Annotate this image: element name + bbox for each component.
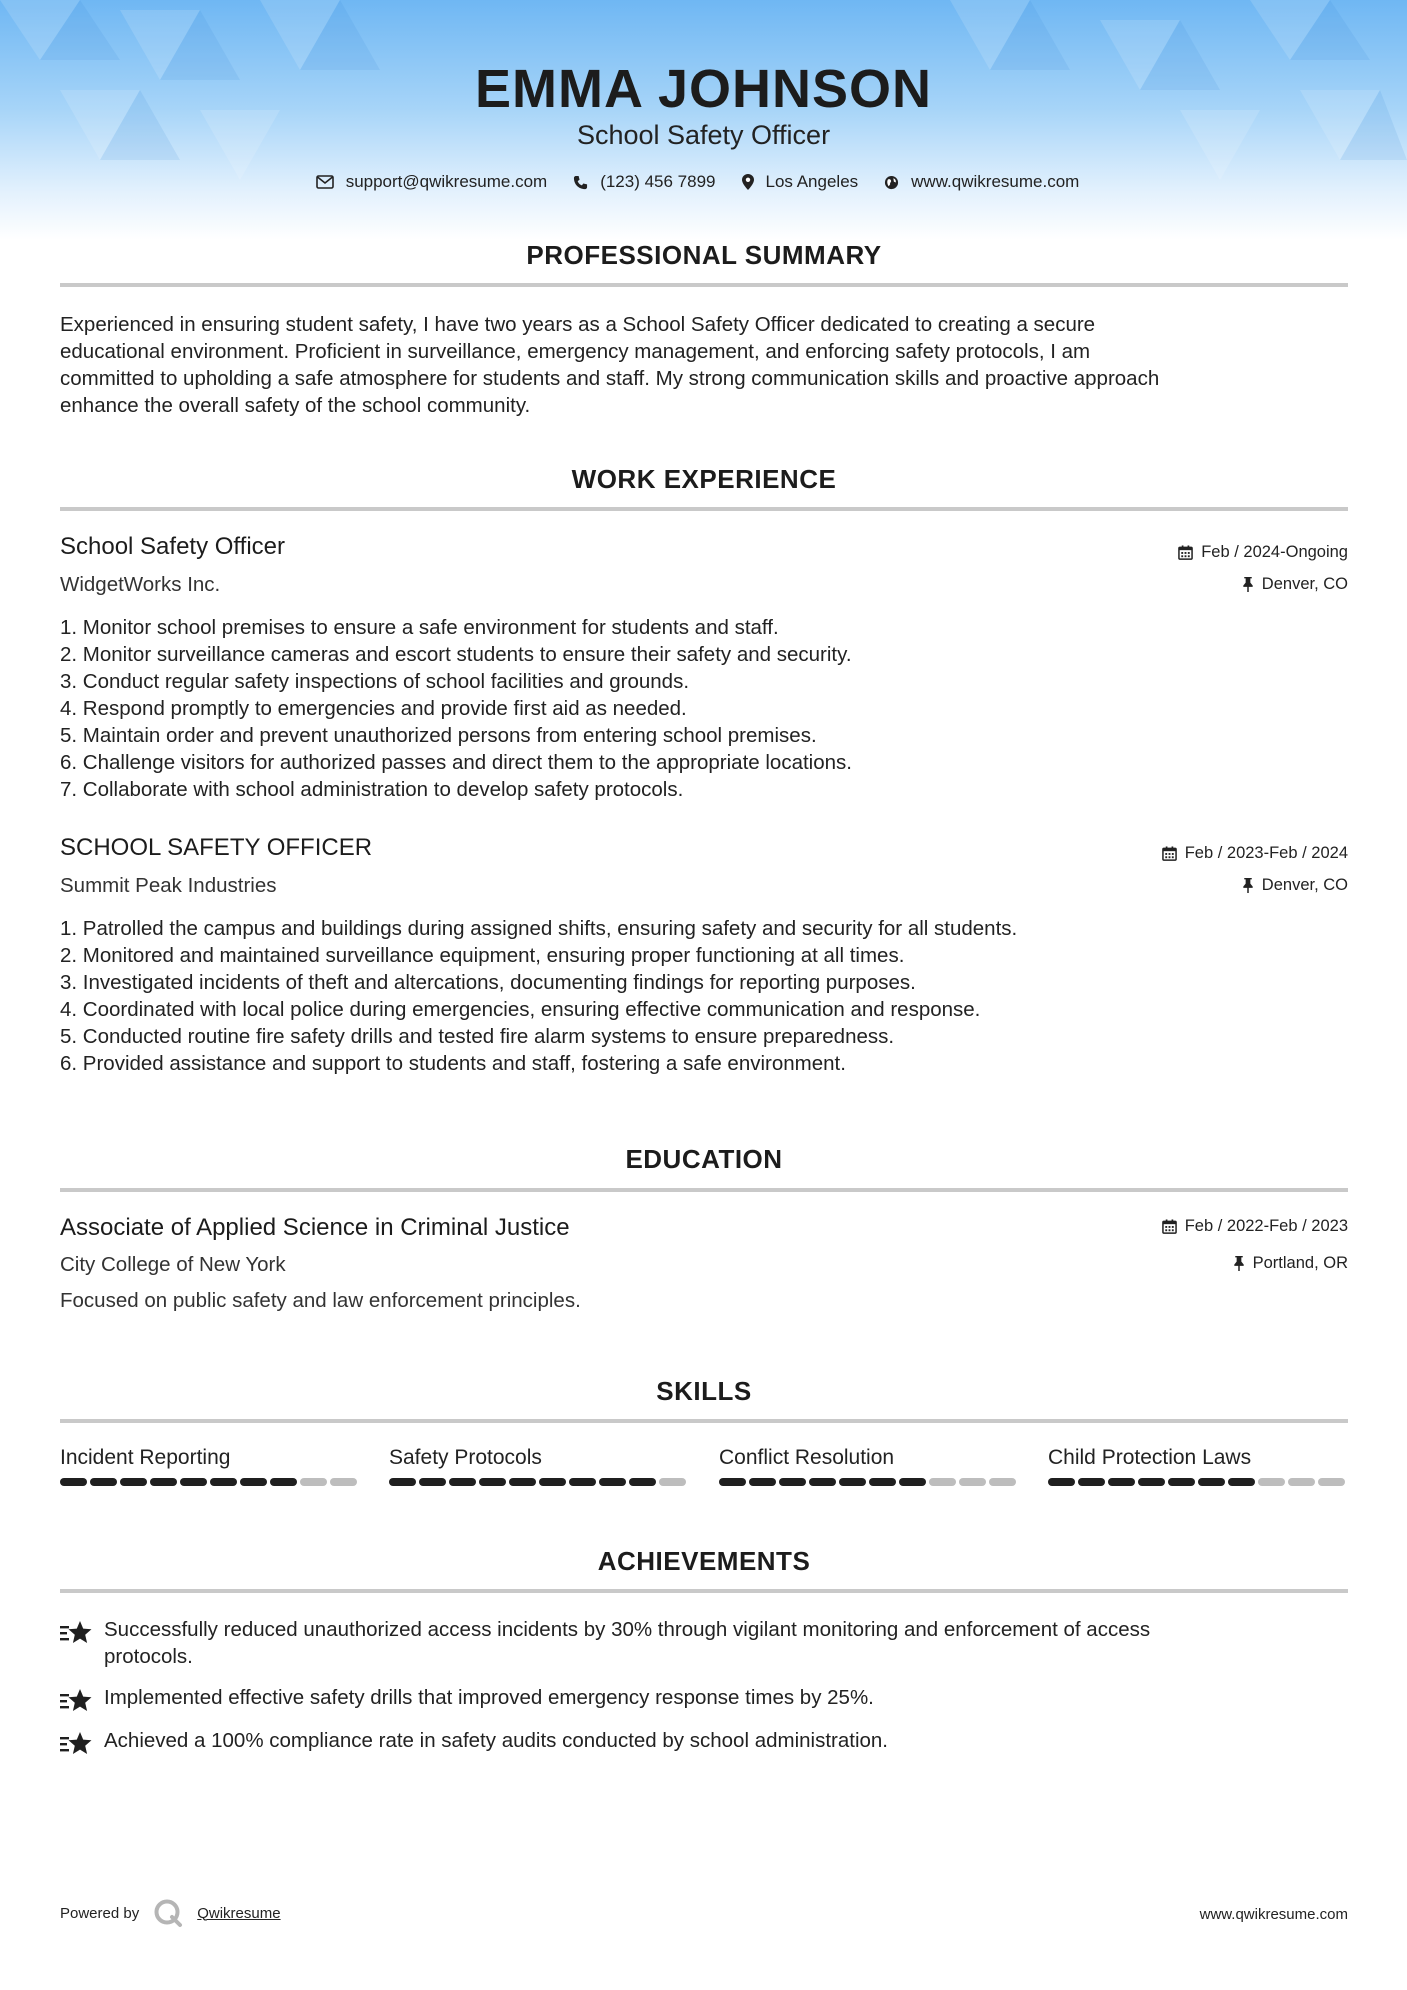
skill-segment-filled <box>389 1478 416 1486</box>
skill-segment-filled <box>869 1478 896 1486</box>
skill-segment-filled <box>569 1478 596 1486</box>
skill-rating-bar <box>719 1478 1019 1486</box>
list-item: 3. Conduct regular safety inspections of school facilities and grounds. <box>60 670 690 693</box>
list-item: 5. Maintain order and prevent unauthorized persons from entering school premises. <box>60 724 817 747</box>
skill-segment-filled <box>629 1478 656 1486</box>
skill-segment-filled <box>120 1478 147 1486</box>
job-location <box>1242 876 1348 895</box>
summary-line: committed to upholding a safe atmosphere for students and staff. My strong communication skills and proactive approach <box>60 367 1160 390</box>
skill-label: Conflict Resolution <box>719 1446 895 1469</box>
skill-segment-filled <box>1228 1478 1255 1486</box>
skill-segment-filled <box>839 1478 866 1486</box>
footer-branding <box>60 1898 281 1928</box>
skill-segment-empty <box>330 1478 357 1486</box>
skill-rating-bar <box>60 1478 360 1486</box>
school-name: City College of New York <box>60 1253 286 1276</box>
company-name: WidgetWorks Inc. <box>60 573 221 596</box>
skill-segment-filled <box>509 1478 536 1486</box>
skill-rating-bar <box>1048 1478 1348 1486</box>
list-item: 4. Respond promptly to emergencies and provide first aid as needed. <box>60 697 687 720</box>
contact-location <box>742 172 859 192</box>
calendar-icon <box>1162 846 1177 861</box>
footer-website[interactable]: www.qwikresume.com <box>1199 1906 1348 1923</box>
skill-item <box>719 1446 1019 1486</box>
education-heading: EDUCATION <box>625 1144 783 1174</box>
contact-website[interactable] <box>884 172 1079 192</box>
experience-heading: WORK EXPERIENCE <box>571 464 837 494</box>
job-dates <box>1178 543 1348 562</box>
calendar-icon <box>1162 1219 1177 1234</box>
achievement-text: protocols. <box>104 1645 193 1668</box>
skill-segment-filled <box>1078 1478 1105 1486</box>
skill-segment-filled <box>899 1478 926 1486</box>
envelope-icon <box>316 175 334 189</box>
list-item: 7. Collaborate with school administration to develop safety protocols. <box>60 778 684 801</box>
skill-segment-filled <box>1198 1478 1225 1486</box>
job-responsibilities <box>60 915 1350 1077</box>
list-item: 1. Monitor school premises to ensure a safe environment for students and staff. <box>60 616 779 639</box>
education-divider <box>60 1188 1348 1192</box>
skill-segment-filled <box>1168 1478 1195 1486</box>
contact-bar <box>0 172 1407 192</box>
candidate-role: School Safety Officer <box>576 120 831 150</box>
list-item: 2. Monitor surveillance cameras and escort students to ensure their safety and security. <box>60 643 852 666</box>
skill-segment-empty <box>1258 1478 1285 1486</box>
skill-item <box>1048 1446 1348 1486</box>
achievement-text: Successfully reduced unauthorized access incidents by 30% through vigilant monitoring and enforcement of access <box>104 1618 1151 1641</box>
globe-icon <box>884 175 899 190</box>
skill-segment-filled <box>419 1478 446 1486</box>
skill-segment-empty <box>1288 1478 1315 1486</box>
skill-segment-filled <box>1138 1478 1165 1486</box>
list-item: 6. Challenge visitors for authorized passes and direct them to the appropriate locations. <box>60 751 852 774</box>
candidate-name: EMMA JOHNSON <box>474 59 933 119</box>
achievement-item <box>60 1727 1350 1764</box>
skill-segment-filled <box>779 1478 806 1486</box>
skill-segment-filled <box>599 1478 626 1486</box>
calendar-icon <box>1178 545 1193 560</box>
skill-item <box>389 1446 689 1486</box>
skill-segment-filled <box>809 1478 836 1486</box>
achievements-heading: ACHIEVEMENTS <box>597 1546 811 1576</box>
education-dates-text: Feb / 2022-Feb / 2023 <box>1184 1217 1348 1235</box>
star-achievement-icon <box>60 1620 92 1646</box>
achievements-divider <box>60 1589 1348 1593</box>
skill-segment-empty <box>659 1478 686 1486</box>
skill-segment-filled <box>90 1478 117 1486</box>
skill-segment-empty <box>959 1478 986 1486</box>
skill-segment-filled <box>1048 1478 1075 1486</box>
education-description: Focused on public safety and law enforcement principles. <box>60 1289 581 1312</box>
star-achievement-icon <box>60 1731 92 1757</box>
summary-text <box>60 311 1350 419</box>
list-item: 6. Provided assistance and support to students and staff, fostering a safe environment. <box>60 1052 846 1075</box>
job-dates <box>1162 844 1348 863</box>
contact-phone-text: (123) 456 7899 <box>600 172 716 191</box>
skill-segment-filled <box>270 1478 297 1486</box>
company-name: Summit Peak Industries <box>60 874 277 897</box>
skill-segment-empty <box>989 1478 1016 1486</box>
skill-label: Incident Reporting <box>60 1446 231 1469</box>
qwikresume-logo-icon <box>153 1898 183 1928</box>
skill-segment-filled <box>180 1478 207 1486</box>
job-dates-text: Feb / 2023-Feb / 2024 <box>1184 844 1348 862</box>
skill-segment-filled <box>210 1478 237 1486</box>
achievement-text: Achieved a 100% compliance rate in safety audits conducted by school administration. <box>104 1729 889 1752</box>
list-item: 2. Monitored and maintained surveillance equipment, ensuring proper functioning at all times. <box>60 944 905 967</box>
skill-segment-empty <box>929 1478 956 1486</box>
list-item: 4. Coordinated with local police during emergencies, ensuring effective communication and response. <box>60 998 981 1021</box>
summary-line: Experienced in ensuring student safety, I have two years as a School Safety Officer dedicated to creating a secure <box>60 313 1096 336</box>
skill-segment-filled <box>150 1478 177 1486</box>
skill-rating-bar <box>389 1478 689 1486</box>
skill-segment-filled <box>479 1478 506 1486</box>
achievement-item <box>60 1616 1350 1670</box>
job-location-text: Denver, CO <box>1261 876 1348 894</box>
achievement-item <box>60 1684 1350 1721</box>
skill-segment-filled <box>749 1478 776 1486</box>
pushpin-icon <box>1242 577 1254 592</box>
phone-icon <box>573 175 588 190</box>
brand-link[interactable]: Qwikresume <box>197 1904 281 1922</box>
contact-email-text: support@qwikresume.com <box>345 172 548 191</box>
degree-title: Associate of Applied Science in Criminal Justice <box>60 1214 570 1241</box>
job-title: SCHOOL SAFETY OFFICER <box>60 834 373 861</box>
list-item: 5. Conducted routine fire safety drills and tested fire alarm systems to ensure preparedness. <box>60 1025 895 1048</box>
contact-email[interactable] <box>316 172 548 192</box>
experience-divider <box>60 507 1348 511</box>
achievement-text: Implemented effective safety drills that improved emergency response times by 25%. <box>104 1686 874 1709</box>
pushpin-icon <box>1233 1256 1245 1271</box>
summary-divider <box>60 283 1348 287</box>
skill-label: Safety Protocols <box>389 1446 542 1469</box>
skill-segment-filled <box>539 1478 566 1486</box>
skill-segment-filled <box>1108 1478 1135 1486</box>
map-pin-icon <box>742 174 754 190</box>
skill-label: Child Protection Laws <box>1048 1446 1252 1469</box>
contact-phone[interactable] <box>573 172 715 192</box>
skills-heading: SKILLS <box>656 1376 752 1406</box>
skill-segment-empty <box>1318 1478 1345 1486</box>
skill-segment-filled <box>449 1478 476 1486</box>
skill-segment-filled <box>719 1478 746 1486</box>
star-achievement-icon <box>60 1688 92 1714</box>
summary-line: enhance the overall safety of the school community. <box>60 394 531 417</box>
skill-segment-filled <box>240 1478 267 1486</box>
skill-item <box>60 1446 360 1486</box>
summary-line: educational environment. Proficient in surveillance, emergency management, and enforcing safety protocols, I am <box>60 340 1091 363</box>
education-dates <box>1162 1217 1348 1236</box>
job-title: School Safety Officer <box>60 533 285 560</box>
job-location <box>1242 575 1348 594</box>
education-location <box>1233 1254 1348 1273</box>
contact-location-text: Los Angeles <box>765 172 859 191</box>
list-item: 3. Investigated incidents of theft and altercations, documenting findings for reporting purposes. <box>60 971 916 994</box>
pushpin-icon <box>1242 878 1254 893</box>
education-location-text: Portland, OR <box>1252 1254 1348 1272</box>
skills-divider <box>60 1419 1348 1423</box>
job-dates-text: Feb / 2024-Ongoing <box>1201 543 1348 561</box>
job-responsibilities <box>60 614 1350 803</box>
skill-segment-empty <box>300 1478 327 1486</box>
list-item: 1. Patrolled the campus and buildings during assigned shifts, ensuring safety and security for all students. <box>60 917 1018 940</box>
skill-segment-filled <box>60 1478 87 1486</box>
powered-by-label: Powered by <box>60 1904 140 1922</box>
contact-website-text: www.qwikresume.com <box>911 172 1080 191</box>
job-location-text: Denver, CO <box>1261 575 1348 593</box>
summary-heading: PROFESSIONAL SUMMARY <box>526 240 882 270</box>
